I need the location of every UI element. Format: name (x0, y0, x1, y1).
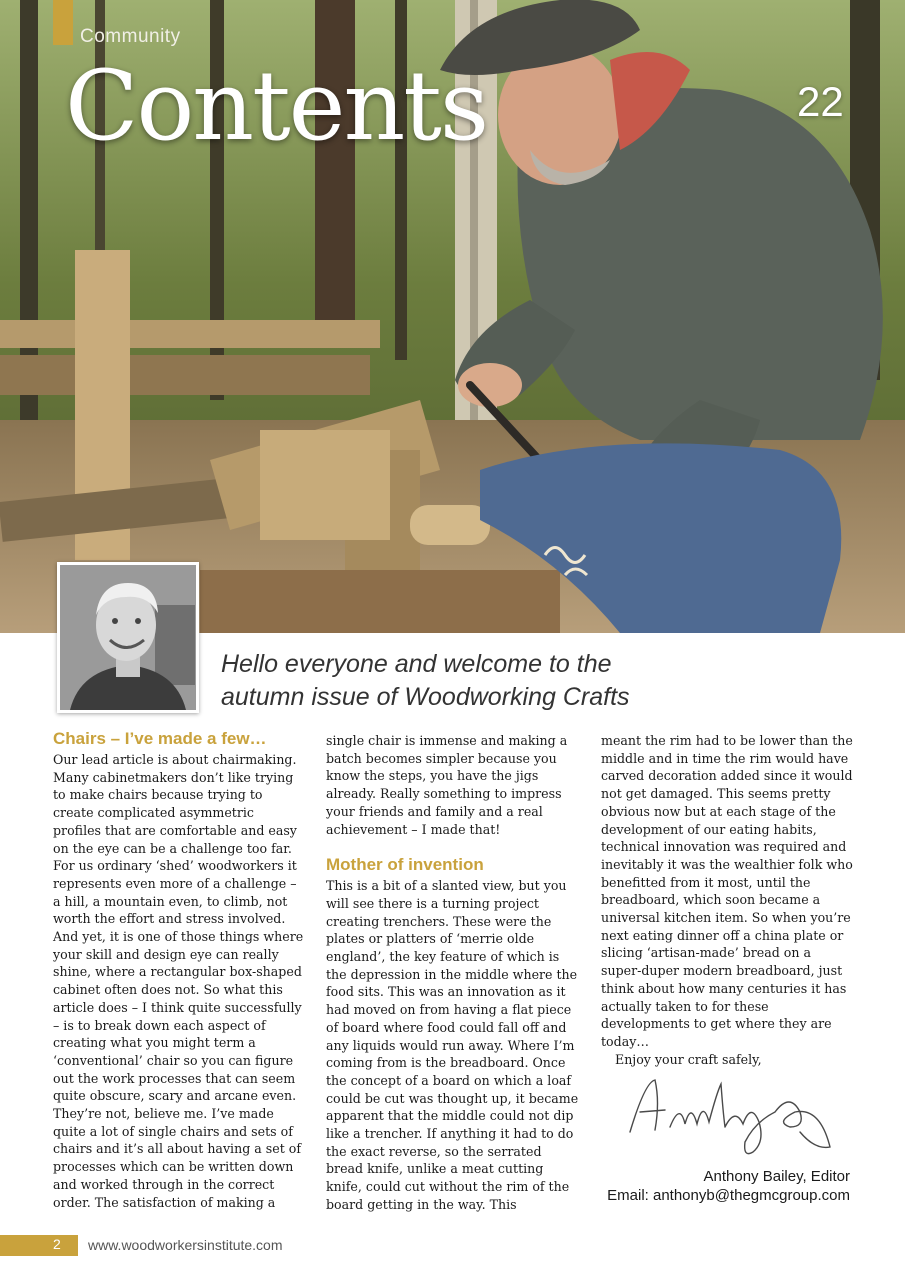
editor-signature (625, 1072, 840, 1158)
editor-name: Anthony Bailey, (703, 1168, 807, 1185)
paragraph-breadboard-continued: meant the rim had to be lower than the middle and in time the rim would have carved decoration added since it would not get damaged. This seems pretty obvious now but at each stage of the development of our eating habits, technical innovation was required and inevitably it was the wealthier folk who benefitted from it most, until the breadboard, which soon became a universal kitchen item. So when you’re next eating dinner off a china plate or slicing ‘artisan-made’ bread on a super-duper modern breadboard, just think about how many centuries it has actually taken to for these developments to get where they are today… (601, 733, 853, 1049)
welcome-line-2: autumn issue of Woodworking Crafts (221, 683, 630, 711)
paragraph-chairs: Our lead article is about chairmaking. Many cabinetmakers don’t like trying to make chairs because trying to create complicated asymmetric profiles that are comfortable and easy on the eye can be a challenge too far. For us ordinary ‘shed’ woodworkers it represents even more of a challenge – a hill, a mountain even, to climb, not worth the effort and stress involved. And yet, it is one of those things where your skill and design eye can really shine, where a rectangular box-shaped cabinet often does not. So what this article does – I think quite successfully – is to break down each aspect of creating what you might term a ‘conventional’ chair so you can figure out the work processes that can seem quite obscure, scary and arcane even. They’re not, believe me. I’ve made quite a lot of single chairs and sets of chairs and it’s all about having a set of processes which can be written down and worked through in the correct order. The satisfaction of making a (53, 752, 304, 1210)
section-label: Community (80, 26, 181, 47)
welcome-line-1: Hello everyone and welcome to the (221, 650, 612, 678)
heading-chairs: Chairs – I’ve made a few… (53, 729, 267, 748)
footer-website-link[interactable]: www.woodworkersinstitute.com (88, 1237, 283, 1253)
page-title: Contents (65, 50, 488, 162)
editor-portrait-illustration (60, 565, 196, 710)
section-accent-bar (53, 0, 73, 45)
paragraph-chairs-continued: single chair is immense and making a batch becomes simpler because you know the steps, you have the jigs already. Really something to impress your friends and family and a real achievement – I made that! (326, 733, 568, 837)
editor-role: Editor (806, 1168, 850, 1185)
article-column-1 (53, 728, 305, 1211)
hero-photo (0, 0, 905, 633)
signoff-line: Enjoy your craft safely, (615, 1051, 762, 1067)
paragraph-mother-of-invention: This is a bit of a slanted view, but you will see there is a turning project creating trenchers. These were the plates or platters of ‘merrie olde england’, the key feature of which is the depression in the middle where the food sits. This was an innovation as it had moved on from having a flat piece of board where food could fall off and any liquids would run away. Where I’m coming from is the breadboard. Once the concept of a board on which a loaf could be cut was thought up, it became apparent that the middle could not dip like a trencher. If anything it had to do the exact reverse, so the serrated bread knife, unlike a meat cutting knife, could cut without the rim of the board getting in the way. This (326, 878, 579, 1212)
welcome-heading (221, 648, 661, 714)
article-column-2 (326, 732, 582, 1214)
page-number: 2 (53, 1236, 61, 1252)
heading-mother-of-invention: Mother of invention (326, 855, 484, 875)
editor-name-line (704, 1168, 850, 1185)
footer-accent-bar (0, 1235, 78, 1256)
editor-portrait (57, 562, 199, 713)
editor-email: Email: anthonyb@thegmcgroup.com (607, 1187, 850, 1204)
feature-page-number: 22 (797, 78, 844, 125)
article-column-3 (601, 732, 853, 1068)
